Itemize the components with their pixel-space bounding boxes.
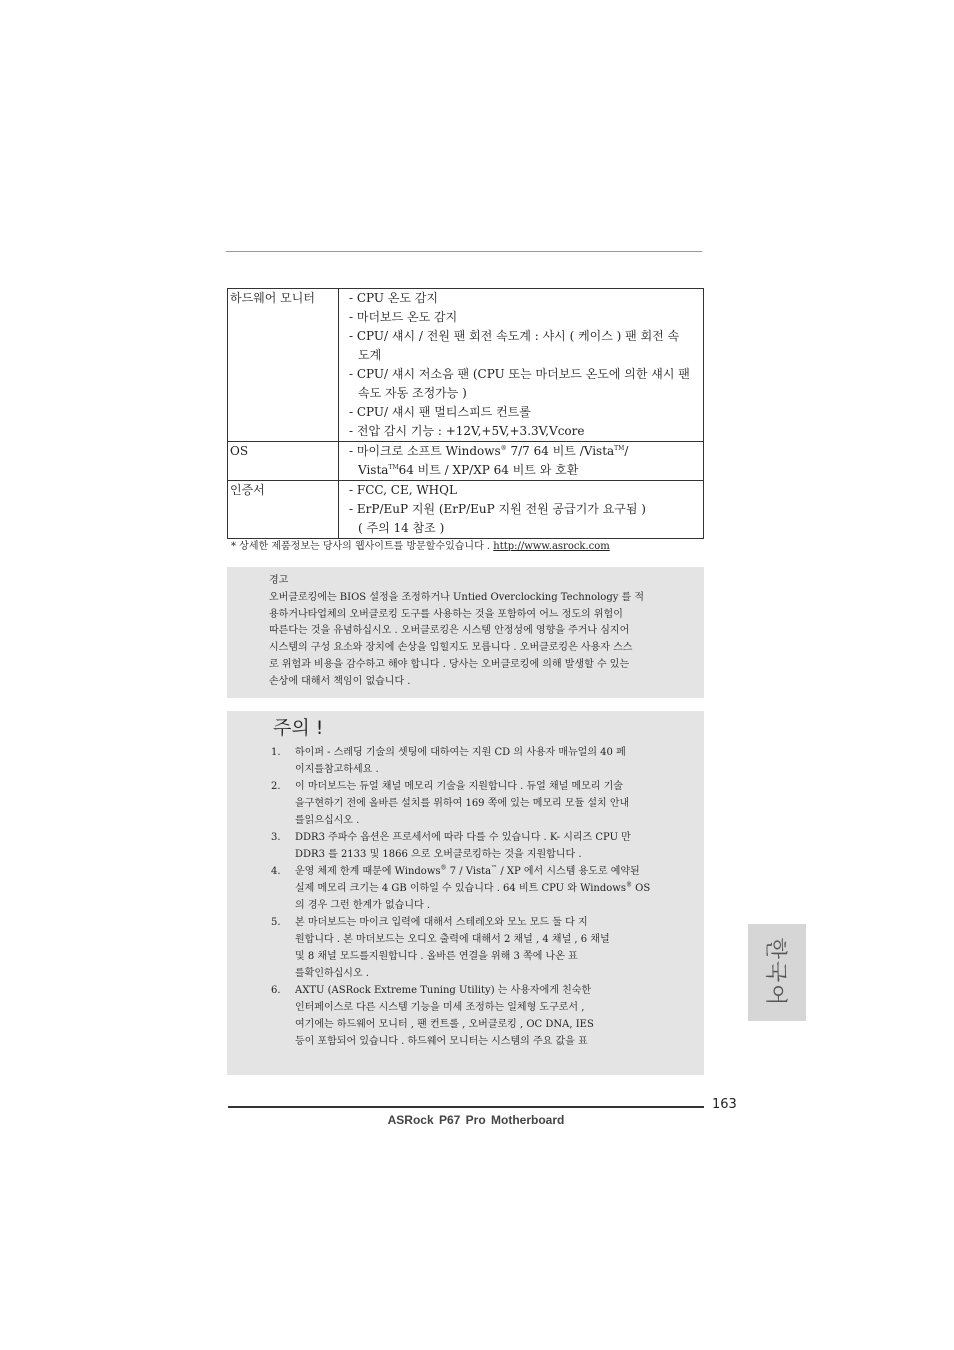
spec-line: - FCC, CE, WHQL — [349, 483, 457, 497]
item-line: 및 8 채널 모드를지원합니다 . 올바른 연결을 위해 3 쪽에 나온 표 — [295, 951, 578, 962]
item-number: 1. — [271, 747, 281, 758]
spec-line: - CPU/ 섀시 팬 멀티스피드 컨트롤 — [349, 405, 531, 419]
item-line: 본 마더보드는 마이크 입력에 대해서 스테레오와 모노 모드 둘 다 지 — [295, 917, 588, 928]
text-part: 64 비트 / XP/XP 64 비트 와 호환 — [398, 463, 579, 477]
item-line: DDR3 주파수 옵션은 프로세서에 따라 다를 수 있습니다 . K- 시리즈 CPU 만 — [295, 832, 631, 843]
caution-box — [227, 711, 704, 1075]
spec-line: - 마더보드 온도 감지 — [349, 310, 458, 324]
text-part: OS — [631, 883, 651, 894]
warning-box — [227, 567, 704, 698]
page-number: 163 — [712, 1097, 737, 1112]
registered-mark: ® — [625, 881, 632, 889]
item-number: 4. — [271, 866, 281, 877]
spec-line: - CPU 온도 감지 — [349, 291, 439, 305]
registered-mark: ® — [500, 445, 507, 452]
item-number: 3. — [271, 832, 281, 843]
spec-line: - ErP/EuP 지원 (ErP/EuP 지원 전원 공급기가 요구됨 ) — [349, 502, 646, 516]
spec-table — [227, 288, 704, 539]
item-number: 2. — [271, 781, 281, 792]
list-item — [271, 914, 691, 982]
warning-line: 로 위험과 비용을 감수하고 해야 합니다 . 당사는 오버클로킹에 의해 발생할 수 있는 — [269, 658, 630, 670]
spec-line: - 전압 감시 기능 : +12V,+5V,+3.3V,Vcore — [349, 424, 585, 438]
trademark: TM — [388, 464, 399, 471]
table-row — [228, 442, 704, 481]
language-label: 한국어 — [762, 937, 788, 1008]
warning-line: 용하거나타업체의 오버클로킹 도구를 사용하는 것을 포함하여 어느 정도의 위험이 — [269, 608, 623, 620]
language-tab — [748, 924, 806, 1021]
item-line — [295, 863, 691, 880]
row-value — [339, 442, 704, 481]
item-line: DDR3 를 2133 및 1866 으로 오버클로킹하는 것을 지원합니다 . — [295, 849, 582, 860]
text-part: Vista — [358, 463, 389, 477]
row-label: 인증서 — [228, 481, 339, 539]
item-line: 를확인하십시오 . — [295, 968, 369, 979]
warning-line: 오버클로킹에는 BIOS 설정을 조정하거나 Untied Overclocking Technology 를 적 — [269, 591, 645, 603]
trademark: ™ — [491, 864, 498, 872]
warning-line: 시스템의 구성 요소와 장치에 손상을 입힐지도 모릅니다 . 오버클로킹은 사용자 스스 — [269, 642, 633, 654]
spec-line — [349, 461, 701, 480]
item-line: 를읽으십시오 . — [295, 815, 360, 826]
item-number: 6. — [271, 985, 281, 996]
item-line: 등이 포함되어 있습니다 . 하드웨어 모니터는 시스템의 주요 값을 표 — [295, 1036, 588, 1047]
spec-line: - CPU/ 섀시 저소음 팬 (CPU 또는 마더보드 온도에 의한 섀시 팬 — [349, 367, 690, 381]
text-part: / XP 에서 시스템 용도로 예약된 — [497, 866, 640, 877]
bottom-divider — [228, 1106, 704, 1108]
spec-line — [349, 442, 701, 461]
text-part: 7/7 64 비트 /Vista — [506, 444, 615, 458]
warning-title: 경고 — [269, 575, 289, 586]
item-line: AXTU (ASRock Extreme Tuning Utility) 는 사용자에게 친숙한 — [295, 985, 592, 996]
item-line: 하이퍼 - 스레딩 기술의 셋팅에 대하여는 지원 CD 의 사용자 매뉴얼의 40 페 — [295, 747, 626, 758]
list-item — [271, 982, 691, 1050]
text-part: / — [624, 444, 629, 458]
registered-mark: ® — [440, 864, 447, 872]
list-item — [271, 829, 691, 863]
item-line: 원합니다 . 본 마더보드는 오디오 출력에 대해서 2 채널 , 4 채널 , 6 채널 — [295, 934, 610, 945]
item-line: 의 경우 그런 한계가 없습니다 . — [295, 900, 430, 911]
footer-product-name: ASRock P67 Pro Motherboard — [387, 1113, 565, 1127]
caution-title: 주의 ! — [273, 717, 324, 739]
top-divider — [226, 251, 702, 252]
list-item — [271, 778, 691, 829]
item-line: 을구현하기 전에 올바른 설치를 위하여 169 쪽에 있는 메모리 모듈 설치 안내 — [295, 798, 630, 809]
item-line: 인터페이스로 다른 시스템 기능을 미세 조정하는 일체형 도구로서 , — [295, 1002, 585, 1013]
row-label: OS — [228, 442, 339, 481]
list-item — [271, 863, 691, 914]
item-line: 이 마더보드는 듀얼 채널 메모리 기술을 지원합니다 . 듀얼 채널 메모리 기술 — [295, 781, 623, 792]
table-row — [228, 481, 704, 539]
text-part: 운영 체제 한계 때문에 Windows — [295, 866, 441, 877]
warning-line: 손상에 대해서 책임이 없습니다 . — [269, 675, 411, 687]
text-part: 실제 메모리 크기는 4 GB 이하일 수 있습니다 . 64 비트 CPU 와 Windows — [295, 883, 626, 894]
item-number: 5. — [271, 917, 281, 928]
spec-line: ( 주의 14 참조 ) — [358, 521, 445, 535]
footnote — [231, 537, 610, 552]
trademark: TM — [614, 445, 625, 452]
item-line: 여기에는 하드웨어 모니터 , 팬 컨트롤 , 오버클로킹 , OC DNA, IES — [295, 1019, 594, 1030]
spec-line: 속도 자동 조정가능 ) — [358, 386, 467, 400]
text-part: 7 / Vista — [446, 866, 492, 877]
row-value — [339, 481, 704, 539]
item-line — [295, 880, 691, 897]
warning-line: 따른다는 것을 유념하십시오 . 오버클로킹은 시스템 안정성에 영향을 주거나 심지어 — [269, 625, 630, 637]
table-row — [228, 289, 704, 442]
caution-list — [271, 744, 691, 1050]
row-label: 하드웨어 모니터 — [228, 289, 339, 442]
row-value — [339, 289, 704, 442]
spec-line: - CPU/ 섀시 / 전원 팬 회전 속도계 : 샤시 ( 케이스 ) 팬 회전 속 — [349, 329, 680, 343]
list-item — [271, 744, 691, 778]
spec-line: 도계 — [358, 348, 382, 362]
text-part: - 마이크로 소프트 Windows — [349, 444, 501, 458]
website-link[interactable]: http://www.asrock.com — [493, 541, 610, 552]
footnote-text: * 상세한 제품정보는 당사의 웹사이트를 방문할수있습니다 . — [231, 541, 494, 552]
item-line: 이지를참고하세요 . — [295, 764, 379, 775]
